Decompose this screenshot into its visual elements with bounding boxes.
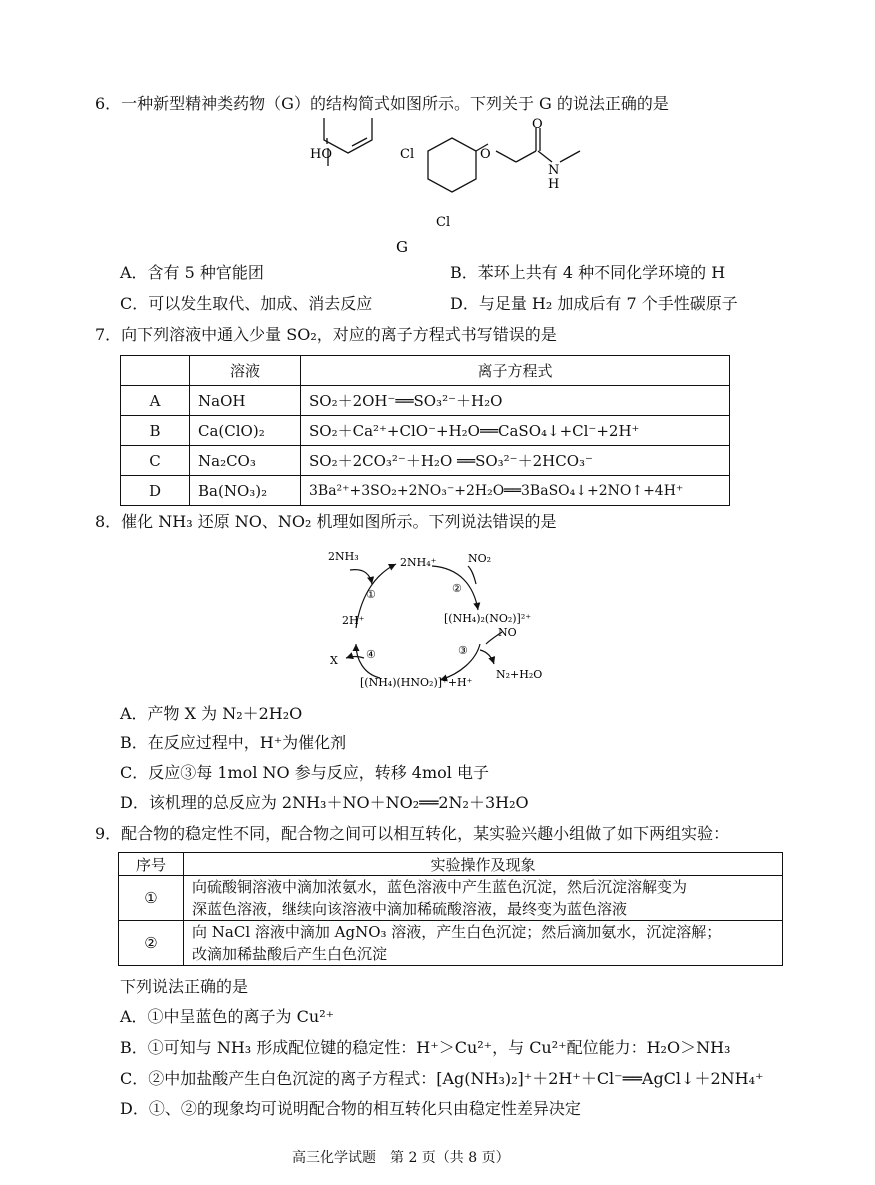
- q8-option-a: A．产物 X 为 N₂＋2H₂O: [120, 704, 303, 723]
- table-header-cell: 序号: [119, 853, 184, 876]
- q7-table: [120, 355, 730, 506]
- equation-cell: SO₂＋2OH⁻══SO₃²⁻＋H₂O: [301, 386, 730, 416]
- page-footer: 高三化学试题 第 2 页（共 8 页）: [292, 1150, 510, 1166]
- row-label: C: [121, 446, 190, 476]
- step4-label: ④: [366, 648, 376, 661]
- table-header-cell: 实验操作及现象: [184, 853, 783, 876]
- amide-n-label: N: [548, 163, 560, 178]
- table-header-row: [121, 356, 730, 386]
- table-row: [121, 446, 730, 476]
- procedure-cell: [184, 921, 783, 966]
- complex2-label: [(NH₄)(HNO₂)]⁺+H⁺: [360, 676, 473, 689]
- q6-option-a: A．含有 5 种官能团: [120, 263, 264, 282]
- cl-label-top: Cl: [400, 147, 415, 162]
- procedure-line: 向 NaCl 溶液中滴加 AgNO₃ 溶液，产生白色沉淀；然后滴加氨水，沉淀溶解；: [192, 923, 722, 941]
- nh3-label: 2NH₃: [328, 550, 359, 563]
- table-row: [121, 386, 730, 416]
- row-label: ①: [119, 876, 184, 921]
- procedure-line: 向硫酸铜溶液中滴加浓氨水，蓝色溶液中产生蓝色沉淀，然后沉淀溶解变为: [192, 878, 688, 896]
- solution-cell: Ca(ClO)₂: [190, 416, 301, 446]
- step3-label: ③: [458, 644, 468, 657]
- procedure-line: 深蓝色溶液，继续向该溶液中滴加稀硫酸溶液，最终变为蓝色溶液: [192, 900, 628, 918]
- q6-option-b: B．苯环上共有 4 种不同化学环境的 H: [450, 263, 726, 282]
- q9-table: [118, 852, 783, 966]
- step1-label: ①: [366, 588, 376, 601]
- procedure-line: 改滴加稀盐酸后产生白色沉淀: [192, 945, 388, 963]
- row-label: ②: [119, 921, 184, 966]
- nh4-label: 2NH₄⁺: [400, 556, 437, 569]
- x-label: X: [330, 654, 338, 667]
- q9-stem: 9．配合物的稳定性不同，配合物之间可以相互转化，某实验兴趣小组做了如下两组实验：: [95, 824, 730, 843]
- n2-h2o-label: N₂+H₂O: [496, 668, 543, 681]
- no-label: NO: [498, 626, 517, 639]
- solution-cell: NaOH: [190, 386, 301, 416]
- table-row: [121, 476, 730, 506]
- q7-stem: 7．向下列溶液中通入少量 SO₂，对应的离子方程式书写错误的是: [95, 325, 557, 344]
- cl-label-bottom: Cl: [436, 215, 451, 230]
- table-row: [121, 416, 730, 446]
- equation-cell: SO₂＋2CO₃²⁻＋H₂O ══SO₃²⁻＋2HCO₃⁻: [301, 446, 730, 476]
- ho-label: HO: [310, 147, 332, 162]
- q8-stem: 8．催化 NH₃ 还原 NO、NO₂ 机理如图所示。下列说法错误的是: [95, 512, 557, 531]
- table-header-cell: 溶液: [190, 356, 301, 386]
- row-label: D: [121, 476, 190, 506]
- q8-option-d: D．该机理的总反应为 2NH₃＋NO＋NO₂══2N₂＋3H₂O: [120, 793, 529, 812]
- q9-prompt: 下列说法正确的是: [120, 977, 249, 996]
- carbonyl-o-label: O: [532, 118, 543, 132]
- q8-cycle-diagram: [320, 540, 560, 690]
- table-row: [119, 921, 783, 966]
- h-plus-label: 2H⁺: [342, 614, 365, 627]
- solution-cell: Na₂CO₃: [190, 446, 301, 476]
- q9-option-c: C．②中加盐酸产生白色沉淀的离子方程式：[Ag(NH₃)₂]⁺＋2H⁺＋Cl⁻══AgCl↓＋2NH₄⁺: [120, 1069, 764, 1088]
- complex1-label: [(NH₄)₂(NO₂)]²⁺: [444, 612, 532, 625]
- q6-structure-diagram: [290, 118, 590, 258]
- q6-stem: 6．一种新型精神类药物（G）的结构简式如图所示。下列关于 G 的说法正确的是: [95, 94, 669, 113]
- q8-option-b: B．在反应过程中，H⁺为催化剂: [120, 733, 347, 752]
- table-row: [119, 876, 783, 921]
- amide-h-label: H: [548, 177, 560, 192]
- table-header-cell: [121, 356, 190, 386]
- table-header-cell: 离子方程式: [301, 356, 730, 386]
- row-label: A: [121, 386, 190, 416]
- procedure-cell: [184, 876, 783, 921]
- q9-option-d: D．①、②的现象均可说明配合物的相互转化只由稳定性差异决定: [120, 1099, 581, 1118]
- ether-o-label: O: [480, 147, 491, 162]
- equation-cell: 3Ba²⁺+3SO₂+2NO₃⁻+2H₂O══3BaSO₄↓+2NO↑+4H⁺: [301, 476, 730, 506]
- compound-g-label: G: [396, 238, 408, 256]
- q6-option-c: C．可以发生取代、加成、消去反应: [120, 294, 373, 313]
- table-header-row: [119, 853, 783, 876]
- q9-option-a: A．①中呈蓝色的离子为 Cu²⁺: [120, 1007, 335, 1026]
- step2-label: ②: [452, 582, 462, 595]
- solution-cell: Ba(NO₃)₂: [190, 476, 301, 506]
- q9-option-b: B．①可知与 NH₃ 形成配位键的稳定性：H⁺＞Cu²⁺，与 Cu²⁺配位能力：H₂O＞NH₃: [120, 1038, 731, 1057]
- equation-cell: SO₂＋Ca²⁺+ClO⁻+H₂O══CaSO₄↓+Cl⁻+2H⁺: [301, 416, 730, 446]
- row-label: B: [121, 416, 190, 446]
- no2-label: NO₂: [468, 552, 492, 565]
- q6-option-d: D．与足量 H₂ 加成后有 7 个手性碳原子: [450, 294, 738, 313]
- q8-option-c: C．反应③每 1mol NO 参与反应，转移 4mol 电子: [120, 763, 489, 782]
